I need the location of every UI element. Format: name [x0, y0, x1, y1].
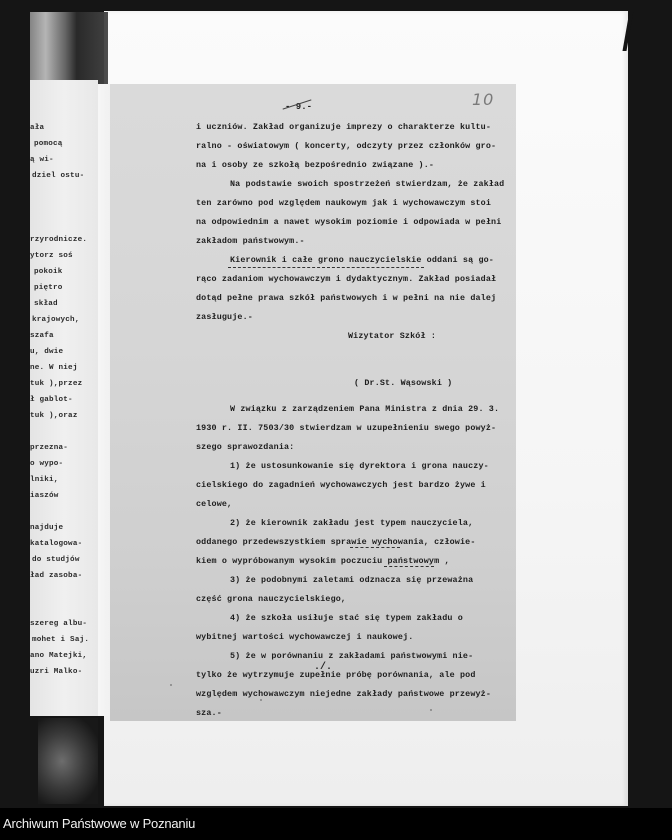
paper-speckle — [430, 709, 432, 711]
previous-page-fragment: szafa — [30, 332, 54, 340]
previous-page-fragment: skład — [34, 300, 58, 308]
typed-page-number: - 9.- — [285, 102, 313, 112]
text-line-underlined: Kierownik i całe grono nauczycielskie oddani są go- — [230, 255, 494, 265]
previous-page-fragment: ytorz soś — [30, 252, 73, 260]
list-item: 5) że w porównaniu z zakładami państwowymi nie- — [230, 651, 474, 661]
signature-name: ( Dr.St. Wąsowski ) — [354, 378, 453, 388]
previous-page-fragment: pokoik — [34, 268, 63, 276]
text-line: tylko że wytrzymuje zupełnie próbę porównania, ale pod — [196, 670, 476, 680]
list-item: 4) że szkoła usiłuje stać się typem zakładu o — [230, 613, 463, 623]
previous-page-fragment: ano Matejki, — [30, 652, 88, 660]
text-line: sza.- — [196, 708, 222, 718]
previous-page-fragment: dziel ostu- — [32, 172, 85, 180]
footer-bar — [0, 808, 672, 840]
list-item: 1) że ustosunkowanie się dyrektora i grona nauczy- — [230, 461, 489, 471]
previous-page-top-shadow — [30, 12, 108, 84]
text-line: dotąd pełne prawa szkół państwowych i w pełni na nie dalej — [196, 293, 497, 303]
previous-page-fragment: przezna- — [30, 444, 69, 452]
text-line: rąco zadaniom wychowawczym i dydaktycznym. Zakład posiadał — [196, 274, 497, 284]
archive-folio-number: 10 — [472, 90, 495, 109]
text-line: szego sprawozdania: — [196, 442, 295, 452]
text-line: oddanego przedewszystkiem sprawie wychowania, człowie- — [196, 537, 476, 547]
previous-page-fragment: lniki, — [30, 476, 59, 484]
previous-page-fragment: uzri Malko- — [30, 668, 83, 676]
end-of-page-mark: ./. — [314, 662, 333, 673]
previous-page-bottom-shadow — [38, 718, 98, 804]
previous-page-fragment: pomocą — [34, 140, 63, 148]
text-line: cielskiego do zagadnień wychowawczych jest bardzo żywe i — [196, 480, 486, 490]
previous-page-fragment: mohet i Saj. — [32, 636, 90, 644]
previous-page-fragment: ała — [30, 124, 45, 132]
previous-page-fragment: katalogowa- — [30, 540, 83, 548]
previous-page-fragment: rzyrodnicze. — [30, 236, 88, 244]
previous-page-fragment: tuk ),przez — [30, 380, 83, 388]
text-line: względem wychowawczym niejedne zakłady państwowe przewyż- — [196, 689, 492, 699]
previous-page-fragment: szereg albu- — [30, 620, 88, 628]
previous-page-fragment: krajowych, — [32, 316, 80, 324]
previous-page-fragment: ład zasoba- — [30, 572, 83, 580]
previous-page-fragment: ą wi- — [30, 156, 54, 164]
paper-speckle — [260, 699, 262, 701]
previous-page-fragment: do studjów — [32, 556, 80, 564]
previous-page-fragment: u, dwie — [30, 348, 64, 356]
text-line: ten zarówno pod względem naukowym jak i wychowawczym stoi — [196, 198, 492, 208]
handwritten-underline — [350, 547, 400, 548]
paper-speckle — [170, 684, 172, 686]
list-item: 3) że podobnymi zaletami odznacza się przeważna — [230, 575, 474, 585]
text-line: na i osoby ze szkołą bezpośrednio związane ).- — [196, 160, 435, 170]
previous-page-fragment: najduje — [30, 524, 64, 532]
typed-document-page — [110, 84, 516, 721]
text-line: na odpowiednim a nawet wysokim poziomie i odpowiada w pełni — [196, 217, 502, 227]
text-line: wybitnej wartości wychowawczej i naukowej. — [196, 632, 414, 642]
handwritten-underline — [384, 566, 434, 567]
text-line: 1930 r. II. 7503/30 stwierdzam w uzupełnieniu swego powyż- — [196, 423, 497, 433]
text-line: W związku z zarządzeniem Pana Ministra z dnia 29. 3. — [230, 404, 500, 414]
text-line: ralno - oświatowym ( koncerty, odczyty przez członków gro- — [196, 141, 497, 151]
text-line: celowe, — [196, 499, 233, 509]
previous-page-strip — [30, 80, 98, 716]
previous-page-fragment: o wypo- — [30, 460, 64, 468]
archive-name-label: Archiwum Państwowe w Poznaniu — [3, 816, 196, 831]
text-line: część grona nauczycielskiego, — [196, 594, 347, 604]
handwritten-underline — [228, 267, 424, 268]
list-item: 2) że kierownik zakładu jest typem nauczyciela, — [230, 518, 474, 528]
text-line: zasługuje.- — [196, 312, 253, 322]
previous-page-fragment: ł gablot- — [30, 396, 73, 404]
text-line: kiem o wypróbowanym wysokim poczuciu państwowym , — [196, 556, 450, 566]
previous-page-fragment: tuk ),oraz — [30, 412, 78, 420]
text-line: i uczniów. Zakład organizuje imprezy o charakterze kultu- — [196, 122, 492, 132]
previous-page-fragment: iaszów — [30, 492, 59, 500]
previous-page-fragment: ne. W niej — [30, 364, 78, 372]
text-line: Na podstawie swoich spostrzeżeń stwierdzam, że zakład — [230, 179, 505, 189]
text-line: zakładom państwowym.- — [196, 236, 305, 246]
signature-title: Wizytator Szkół : — [348, 331, 436, 341]
previous-page-fragment: piętro — [34, 284, 63, 292]
